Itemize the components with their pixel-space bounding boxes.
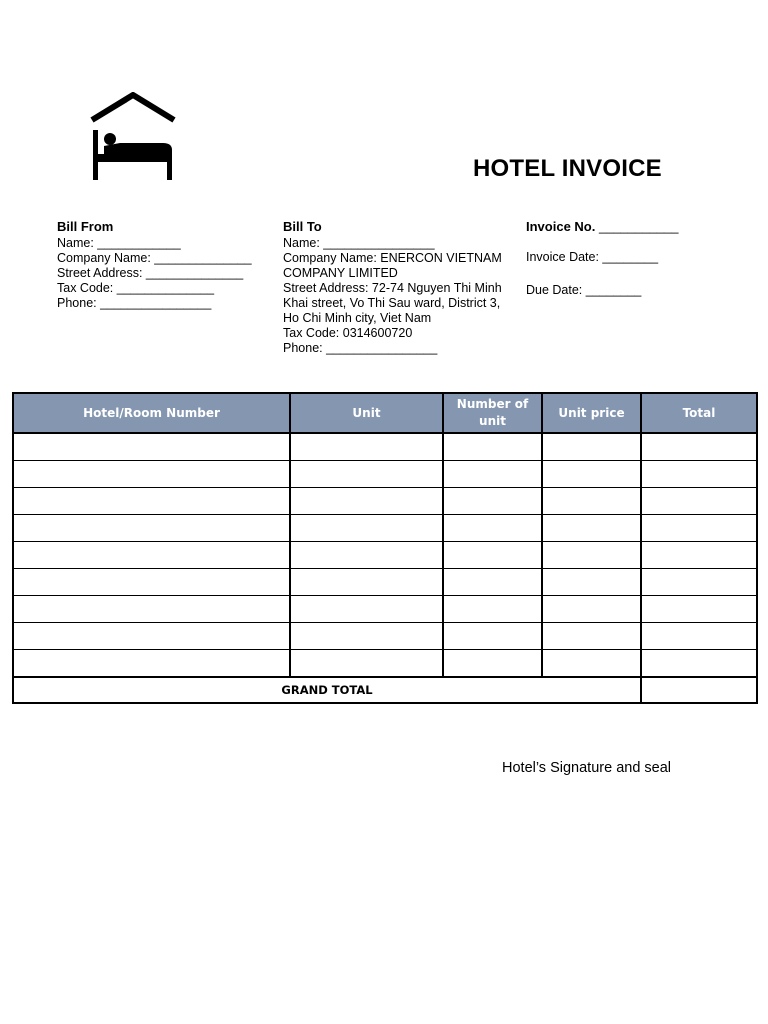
bill-to-heading: Bill To xyxy=(283,219,322,234)
table-header-row xyxy=(13,393,757,433)
table-cell xyxy=(542,623,641,650)
bill-to-section xyxy=(283,219,513,356)
bill-from-section xyxy=(57,219,267,311)
table-cell xyxy=(290,596,443,623)
table-cell xyxy=(13,596,290,623)
invoice-items-table xyxy=(12,392,758,704)
table-cell xyxy=(13,542,290,569)
table-cell xyxy=(13,461,290,488)
table-row xyxy=(13,461,757,488)
table-row xyxy=(13,623,757,650)
table-cell xyxy=(13,569,290,596)
table-cell xyxy=(542,569,641,596)
table-cell xyxy=(290,433,443,461)
invoice-meta-section xyxy=(526,219,726,316)
table-cell xyxy=(13,650,290,678)
invoice-title: HOTEL INVOICE xyxy=(473,155,662,182)
table-cell xyxy=(443,542,542,569)
table-cell xyxy=(13,488,290,515)
table-cell xyxy=(542,461,641,488)
hotel-bed-icon xyxy=(88,92,178,184)
col-header-unit-price: Unit price xyxy=(542,393,641,433)
bill-to-tax-code: Tax Code: 0314600720 xyxy=(283,326,413,340)
bill-from-name: Name: ____________ xyxy=(57,236,181,250)
grand-total-value xyxy=(641,677,757,703)
col-header-number-of-unit: Number of unit xyxy=(443,393,542,433)
col-header-total: Total xyxy=(641,393,757,433)
table-cell xyxy=(542,596,641,623)
table-cell xyxy=(290,488,443,515)
bill-from-street: Street Address: ______________ xyxy=(57,266,244,280)
bill-to-company: Company Name: ENERCON VIETNAM COMPANY LIMITED xyxy=(283,251,502,280)
bill-to-phone: Phone: ________________ xyxy=(283,341,438,355)
table-cell xyxy=(542,488,641,515)
table-cell xyxy=(290,515,443,542)
table-row xyxy=(13,488,757,515)
table-row xyxy=(13,596,757,623)
table-row xyxy=(13,542,757,569)
table-cell xyxy=(290,569,443,596)
table-cell xyxy=(443,461,542,488)
grand-total-row xyxy=(13,677,757,703)
table-cell xyxy=(13,623,290,650)
bill-from-phone: Phone: ________________ xyxy=(57,296,212,310)
table-cell xyxy=(290,542,443,569)
table-cell xyxy=(641,569,757,596)
table-cell xyxy=(443,488,542,515)
table-cell xyxy=(13,515,290,542)
table-row xyxy=(13,650,757,678)
table-row xyxy=(13,433,757,461)
invoice-number-label: Invoice No. xyxy=(526,219,596,234)
table-cell xyxy=(641,515,757,542)
grand-total-label: GRAND TOTAL xyxy=(13,677,641,703)
table-row xyxy=(13,569,757,596)
table-cell xyxy=(641,461,757,488)
table-cell xyxy=(443,650,542,678)
table-body xyxy=(13,433,757,677)
table-cell xyxy=(290,623,443,650)
table-cell xyxy=(443,569,542,596)
bill-from-tax-code: Tax Code: ______________ xyxy=(57,281,215,295)
col-header-unit: Unit xyxy=(290,393,443,433)
table-cell xyxy=(542,515,641,542)
invoice-number-blank: ___________ xyxy=(598,219,679,234)
due-date: Due Date: ________ xyxy=(526,283,642,297)
col-header-room-number: Hotel/Room Number xyxy=(13,393,290,433)
table-row xyxy=(13,515,757,542)
table-cell xyxy=(443,623,542,650)
table-cell xyxy=(443,596,542,623)
invoice-date: Invoice Date: ________ xyxy=(526,250,659,264)
bill-from-company: Company Name: ______________ xyxy=(57,251,252,265)
table-cell xyxy=(641,623,757,650)
table-cell xyxy=(641,650,757,678)
invoice-number xyxy=(526,219,726,234)
bill-from-heading: Bill From xyxy=(57,219,114,234)
table-cell xyxy=(290,461,443,488)
signature-label: Hotel’s Signature and seal xyxy=(502,760,672,776)
table-cell xyxy=(641,488,757,515)
table-cell xyxy=(542,650,641,678)
table-cell xyxy=(443,433,542,461)
table-cell xyxy=(290,650,443,678)
table-cell xyxy=(542,433,641,461)
table-cell xyxy=(13,433,290,461)
table-cell xyxy=(641,433,757,461)
table-cell xyxy=(641,596,757,623)
table-cell xyxy=(443,515,542,542)
table-cell xyxy=(641,542,757,569)
table-cell xyxy=(542,542,641,569)
bill-to-street: Street Address: 72-74 Nguyen Thi Minh Khai street, Vo Thi Sau ward, District 3, Ho Chi Minh city, Viet Nam xyxy=(283,281,502,325)
bill-to-name: Name: ________________ xyxy=(283,236,435,250)
